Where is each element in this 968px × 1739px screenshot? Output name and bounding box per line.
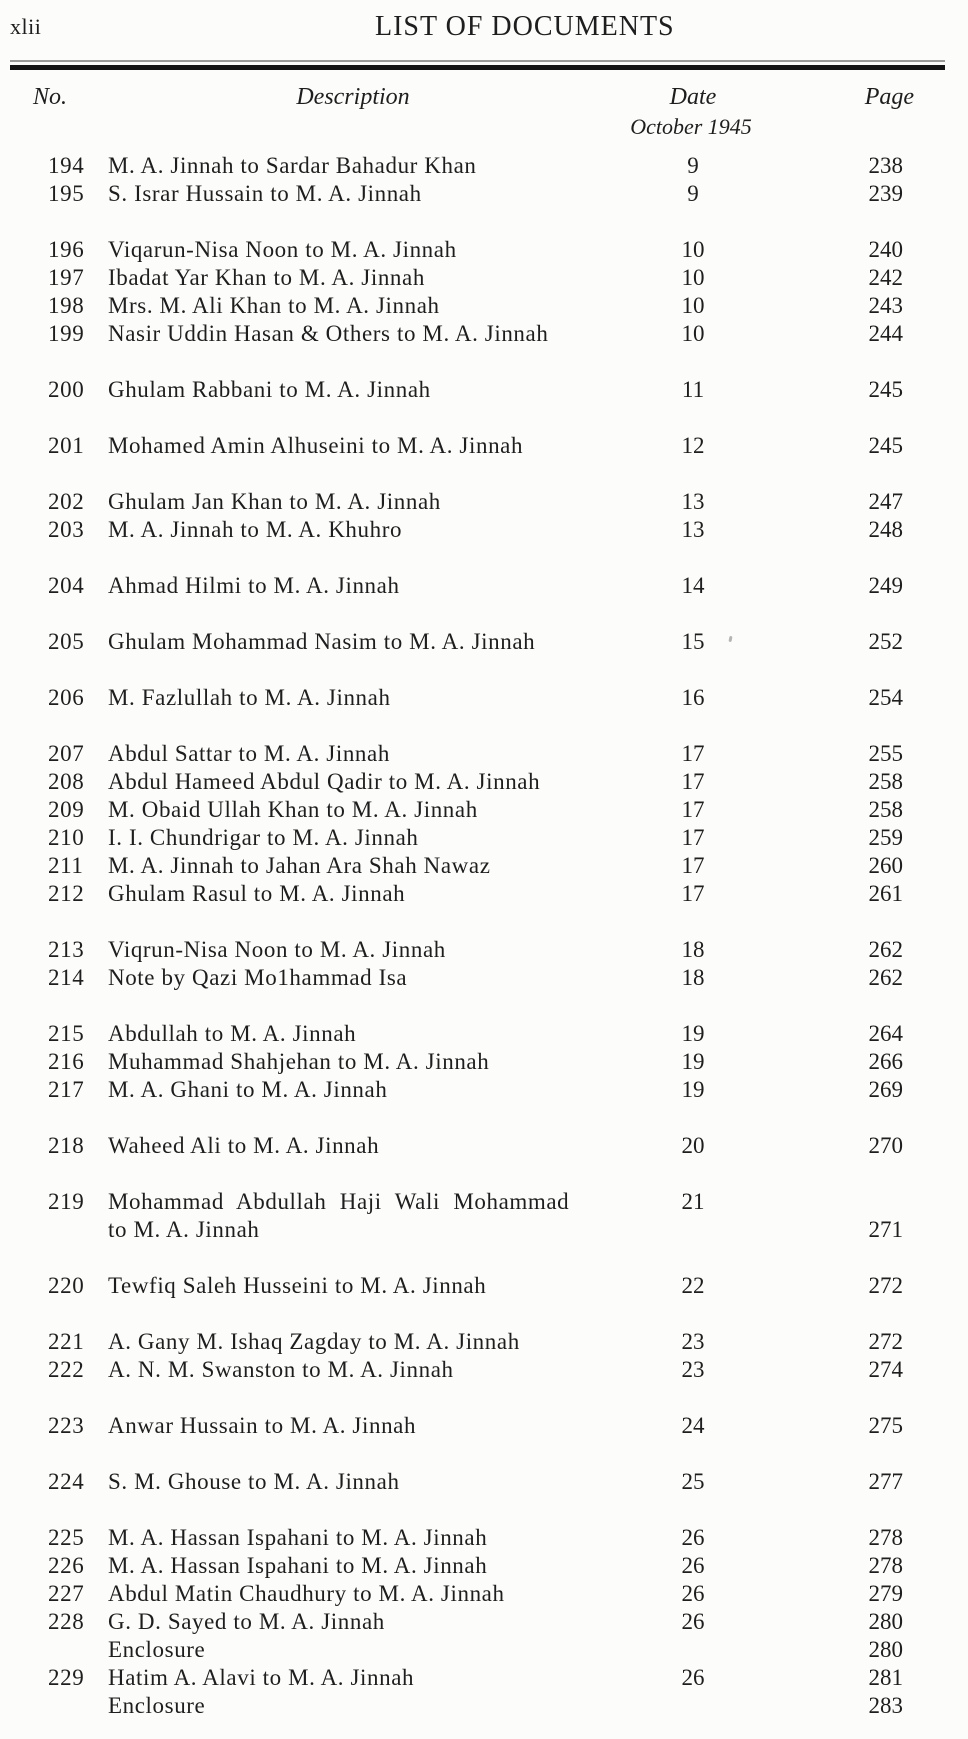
doc-no: 214 (48, 965, 85, 990)
doc-date: 26 (681, 1665, 705, 1690)
doc-no: 212 (48, 881, 85, 906)
doc-description: Ibadat Yar Khan to M. A. Jinnah (108, 265, 425, 290)
doc-date: 15 (681, 629, 705, 654)
table-row (0, 1132, 968, 1160)
doc-description: M. Fazlullah to M. A. Jinnah (108, 685, 391, 710)
document-table (0, 152, 968, 1739)
doc-no: 196 (48, 237, 85, 262)
doc-page: 249 (868, 573, 903, 598)
doc-no: 201 (48, 433, 85, 458)
table-row (0, 1188, 968, 1216)
doc-no: 226 (48, 1553, 85, 1578)
doc-page: 280 (868, 1609, 903, 1634)
table-row (0, 1076, 968, 1104)
table-row (0, 936, 968, 964)
doc-description: S. M. Ghouse to M. A. Jinnah (108, 1469, 400, 1494)
doc-date: 10 (681, 265, 705, 290)
doc-date: 10 (681, 293, 705, 318)
doc-description: Mohammad Abdullah Haji Wali Mohammad (108, 1189, 570, 1214)
doc-description: Ghulam Mohammad Nasim to M. A. Jinnah (108, 629, 536, 654)
doc-page: 283 (868, 1693, 903, 1718)
doc-page: 279 (868, 1581, 903, 1606)
doc-page: 258 (868, 769, 903, 794)
doc-no: 216 (48, 1049, 85, 1074)
doc-description: Viqrun-Nisa Noon to M. A. Jinnah (108, 937, 446, 962)
doc-no: 217 (48, 1077, 85, 1102)
table-row (0, 572, 968, 600)
page-title: LIST OF DOCUMENTS (375, 11, 675, 42)
doc-date: 24 (681, 1413, 705, 1438)
table-row (0, 432, 968, 460)
doc-no: 228 (48, 1609, 85, 1634)
doc-description: Enclosure (108, 1693, 206, 1718)
doc-no: 218 (48, 1133, 85, 1158)
doc-description: Abdullah to M. A. Jinnah (108, 1021, 357, 1046)
doc-date: 26 (681, 1525, 705, 1550)
doc-page: 264 (868, 1021, 903, 1046)
doc-description: Abdul Sattar to M. A. Jinnah (108, 741, 390, 766)
doc-date: 13 (681, 517, 705, 542)
header-rule-thin-line (10, 60, 945, 62)
doc-page: 252 (868, 629, 903, 654)
doc-date: 17 (681, 881, 705, 906)
doc-description: Viqarun-Nisa Noon to M. A. Jinnah (108, 237, 457, 262)
doc-no: 210 (48, 825, 85, 850)
doc-description: Anwar Hussain to M. A. Jinnah (108, 1413, 417, 1438)
doc-description: S. Israr Hussain to M. A. Jinnah (108, 181, 422, 206)
date-group (0, 684, 968, 712)
doc-description: M. A. Jinnah to Sardar Bahadur Khan (108, 153, 477, 178)
doc-date: 19 (681, 1021, 705, 1046)
date-group (0, 1524, 968, 1720)
doc-date: 9 (687, 153, 699, 178)
table-row (0, 320, 968, 348)
table-row (0, 796, 968, 824)
date-group (0, 488, 968, 544)
table-row (0, 1048, 968, 1076)
doc-page: 278 (868, 1525, 903, 1550)
doc-page: 262 (868, 965, 903, 990)
doc-description: A. N. M. Swanston to M. A. Jinnah (108, 1357, 454, 1382)
doc-description: to M. A. Jinnah (108, 1217, 260, 1242)
doc-no: 206 (48, 685, 85, 710)
doc-description: Muhammad Shahjehan to M. A. Jinnah (108, 1049, 490, 1074)
doc-description: Nasir Uddin Hasan & Others to M. A. Jinnah (108, 321, 549, 346)
table-row (0, 488, 968, 516)
doc-description: Ghulam Rasul to M. A. Jinnah (108, 881, 406, 906)
doc-date (633, 1636, 753, 1664)
doc-date: 21 (681, 1189, 705, 1214)
doc-no: 213 (48, 937, 85, 962)
doc-description: M. A. Jinnah to M. A. Khuhro (108, 517, 403, 542)
table-row (0, 1608, 968, 1636)
date-group (0, 152, 968, 208)
date-group (0, 1132, 968, 1160)
month-heading: October 1945 (630, 114, 752, 139)
doc-no: 200 (48, 377, 85, 402)
doc-page: 243 (868, 293, 903, 318)
date-group (0, 628, 968, 656)
table-row (0, 880, 968, 908)
doc-no: 202 (48, 489, 85, 514)
doc-no: 194 (48, 153, 85, 178)
table-row (0, 768, 968, 796)
date-group (0, 236, 968, 348)
doc-page: 278 (868, 1553, 903, 1578)
table-row (0, 628, 968, 656)
doc-page: 280 (868, 1637, 903, 1662)
doc-description: Enclosure (108, 1637, 206, 1662)
table-row (0, 264, 968, 292)
doc-page: 245 (868, 377, 903, 402)
doc-page: 260 (868, 853, 903, 878)
doc-page: 269 (868, 1077, 903, 1102)
doc-page: 242 (868, 265, 903, 290)
doc-page: 238 (868, 153, 903, 178)
doc-date: 12 (681, 433, 705, 458)
doc-page: 274 (868, 1357, 903, 1382)
date-group (0, 740, 968, 908)
doc-no (48, 1216, 108, 1244)
doc-description: G. D. Sayed to M. A. Jinnah (108, 1609, 385, 1634)
doc-no: 221 (48, 1329, 85, 1354)
doc-no: 215 (48, 1021, 85, 1046)
doc-date: 9 (687, 181, 699, 206)
table-row (0, 1636, 968, 1664)
date-group (0, 572, 968, 600)
doc-page: 254 (868, 685, 903, 710)
doc-no: 197 (48, 265, 85, 290)
table-row (0, 236, 968, 264)
table-row (0, 292, 968, 320)
doc-no: 204 (48, 573, 85, 598)
doc-no: 224 (48, 1469, 85, 1494)
doc-page: 270 (868, 1133, 903, 1158)
doc-date: 26 (681, 1553, 705, 1578)
table-row (0, 1328, 968, 1356)
date-group (0, 1412, 968, 1440)
column-header-page: Page (864, 84, 914, 110)
doc-no: 222 (48, 1357, 85, 1382)
table-row (0, 824, 968, 852)
doc-page: 247 (868, 489, 903, 514)
doc-no: 207 (48, 741, 85, 766)
doc-date: 16 (681, 685, 705, 710)
doc-page: 281 (868, 1665, 903, 1690)
doc-page: 272 (868, 1273, 903, 1298)
table-row (0, 1524, 968, 1552)
table-row (0, 964, 968, 992)
table-row (0, 1552, 968, 1580)
table-row (0, 152, 968, 180)
doc-date: 11 (681, 377, 705, 402)
doc-page (753, 1188, 903, 1216)
date-group (0, 1020, 968, 1104)
doc-page: 258 (868, 797, 903, 822)
doc-page: 239 (868, 181, 903, 206)
doc-no (48, 1692, 108, 1720)
table-row (0, 1216, 968, 1244)
doc-no: 208 (48, 769, 85, 794)
doc-page: 240 (868, 237, 903, 262)
table-row (0, 180, 968, 208)
doc-date: 13 (681, 489, 705, 514)
table-row (0, 1272, 968, 1300)
doc-description: Ghulam Jan Khan to M. A. Jinnah (108, 489, 441, 514)
date-group (0, 1468, 968, 1496)
column-headers (0, 84, 968, 114)
doc-no: 205 (48, 629, 85, 654)
table-row (0, 684, 968, 712)
doc-date: 18 (681, 937, 705, 962)
doc-description: I. I. Chundrigar to M. A. Jinnah (108, 825, 419, 850)
doc-page: 272 (868, 1329, 903, 1354)
doc-no: 229 (48, 1665, 85, 1690)
header-rule-thick-line (10, 65, 945, 70)
doc-description: Ghulam Rabbani to M. A. Jinnah (108, 377, 431, 402)
doc-page: 277 (868, 1469, 903, 1494)
doc-date: 19 (681, 1077, 705, 1102)
doc-page: 245 (868, 433, 903, 458)
doc-page: 255 (868, 741, 903, 766)
doc-date: 20 (681, 1133, 705, 1158)
doc-page: 248 (868, 517, 903, 542)
doc-page: 244 (868, 321, 903, 346)
table-row (0, 852, 968, 880)
doc-date: 19 (681, 1049, 705, 1074)
doc-no: 211 (48, 853, 84, 878)
doc-description: M. A. Jinnah to Jahan Ara Shah Nawaz (108, 853, 491, 878)
doc-description: M. A. Hassan Ispahani to M. A. Jinnah (108, 1525, 488, 1550)
doc-date: 10 (681, 237, 705, 262)
doc-no (48, 1636, 108, 1664)
folio-number: xlii (10, 14, 42, 39)
doc-no: 223 (48, 1413, 85, 1438)
date-group (0, 432, 968, 460)
doc-no: 227 (48, 1581, 85, 1606)
table-row (0, 1020, 968, 1048)
doc-description: Note by Qazi Mo1hammad Isa (108, 965, 408, 990)
table-row (0, 376, 968, 404)
doc-description: A. Gany M. Ishaq Zagday to M. A. Jinnah (108, 1329, 520, 1354)
doc-date: 26 (681, 1581, 705, 1606)
doc-description: Mrs. M. Ali Khan to M. A. Jinnah (108, 293, 440, 318)
table-row (0, 1356, 968, 1384)
doc-no: 198 (48, 293, 85, 318)
doc-date: 17 (681, 769, 705, 794)
date-group (0, 936, 968, 992)
doc-date: 23 (681, 1357, 705, 1382)
doc-description: Abdul Hameed Abdul Qadir to M. A. Jinnah (108, 769, 541, 794)
doc-page: 271 (868, 1217, 903, 1242)
doc-description: Hatim A. Alavi to M. A. Jinnah (108, 1665, 415, 1690)
doc-date: 10 (681, 321, 705, 346)
doc-no: 195 (48, 181, 85, 206)
doc-page: 261 (868, 881, 903, 906)
table-row (0, 1580, 968, 1608)
doc-no: 203 (48, 517, 85, 542)
doc-page: 259 (868, 825, 903, 850)
doc-no: 225 (48, 1525, 85, 1550)
doc-page: 275 (868, 1413, 903, 1438)
doc-no: 219 (48, 1189, 85, 1214)
doc-description: Ahmad Hilmi to M. A. Jinnah (108, 573, 400, 598)
doc-date: 17 (681, 825, 705, 850)
doc-description: M. A. Hassan Ispahani to M. A. Jinnah (108, 1553, 488, 1578)
header-rule (10, 60, 945, 70)
doc-no: 199 (48, 321, 85, 346)
doc-description: M. Obaid Ullah Khan to M. A. Jinnah (108, 797, 478, 822)
doc-date: 17 (681, 853, 705, 878)
doc-date: 23 (681, 1329, 705, 1354)
doc-date: 22 (681, 1273, 705, 1298)
doc-description: Tewfiq Saleh Husseini to M. A. Jinnah (108, 1273, 487, 1298)
doc-description: M. A. Ghani to M. A. Jinnah (108, 1077, 388, 1102)
table-row (0, 1468, 968, 1496)
doc-date: 26 (681, 1609, 705, 1634)
date-group (0, 1328, 968, 1384)
table-row (0, 516, 968, 544)
table-row (0, 1692, 968, 1720)
column-header-date: Date (669, 84, 717, 110)
table-row (0, 1664, 968, 1692)
doc-description: Mohamed Amin Alhuseini to M. A. Jinnah (108, 433, 524, 458)
doc-description: Abdul Matin Chaudhury to M. A. Jinnah (108, 1581, 505, 1606)
doc-page: 262 (868, 937, 903, 962)
doc-date (633, 1216, 753, 1244)
date-group (0, 1188, 968, 1244)
table-row (0, 740, 968, 768)
doc-no: 220 (48, 1273, 85, 1298)
doc-page: 266 (868, 1049, 903, 1074)
doc-description: Waheed Ali to M. A. Jinnah (108, 1133, 380, 1158)
table-row (0, 1412, 968, 1440)
doc-date: 18 (681, 965, 705, 990)
doc-date: 17 (681, 741, 705, 766)
column-header-description: Description (296, 84, 410, 110)
doc-date: 17 (681, 797, 705, 822)
column-header-no: No. (33, 84, 68, 110)
date-group (0, 376, 968, 404)
doc-date (633, 1692, 753, 1720)
doc-date: 25 (681, 1469, 705, 1494)
doc-date: 14 (681, 573, 705, 598)
date-group (0, 1272, 968, 1300)
doc-no: 209 (48, 797, 85, 822)
